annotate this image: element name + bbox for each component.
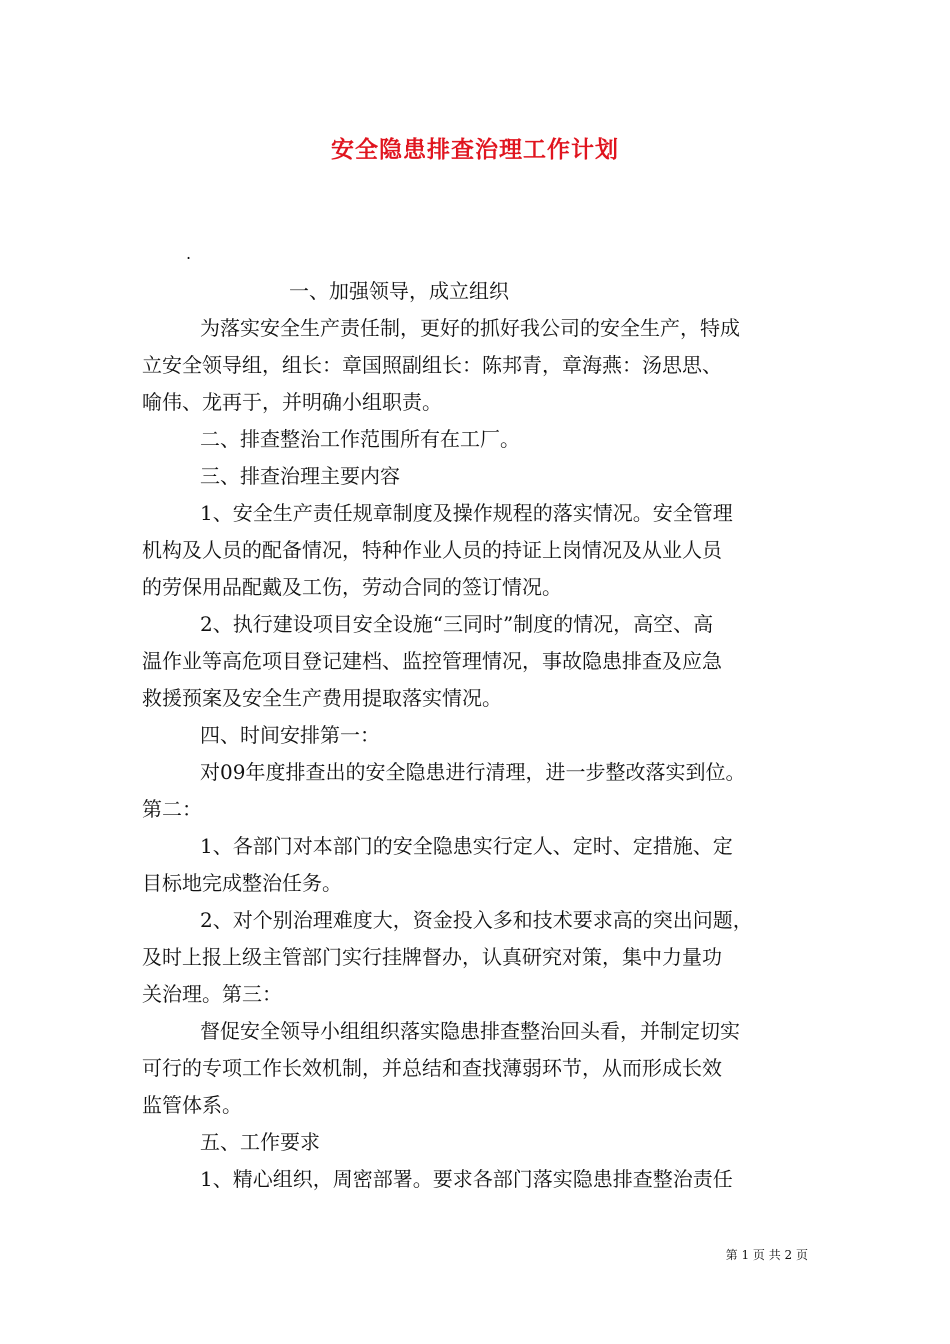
body-line: 1、安全生产责任规章制度及操作规程的落实情况。安全管理 — [200, 501, 733, 525]
body-line: 2、执行建设项目安全设施“三同时”制度的情况，高空、高 — [200, 612, 714, 636]
body-line: 温作业等高危项目登记建档、监控管理情况，事故隐患排查及应急 — [142, 649, 722, 673]
body-line: 的劳保用品配戴及工伤，劳动合同的签订情况。 — [142, 575, 562, 599]
body-line: 2、对个别治理难度大，资金投入多和技术要求高的突出问题， — [200, 908, 753, 932]
body-line: 一、加强领导，成立组织 — [289, 279, 509, 303]
body-line: 立安全领导组，组长：章国照副组长：陈邦青，章海燕：汤思思、 — [142, 353, 722, 377]
body-line: 可行的专项工作长效机制，并总结和查找薄弱环节，从而形成长效 — [142, 1056, 722, 1080]
body-line: 1、精心组织，周密部署。要求各部门落实隐患排查整治责任 — [200, 1167, 733, 1191]
body-line: 四、时间安排第一： — [200, 723, 380, 747]
body-line: 喻伟、龙再于，并明确小组职责。 — [142, 390, 442, 414]
body-line: 第二： — [142, 797, 202, 821]
body-line: 救援预案及安全生产费用提取落实情况。 — [142, 686, 502, 710]
page-number: 第 1 页 共 2 页 — [725, 1248, 808, 1262]
body-line: 监管体系。 — [142, 1093, 242, 1117]
body-line: 目标地完成整治任务。 — [142, 871, 342, 895]
body-line: 五、工作要求 — [200, 1130, 320, 1154]
body-line: 及时上报上级主管部门实行挂牌督办，认真研究对策，集中力量功 — [142, 945, 722, 969]
document-body — [142, 273, 810, 1198]
document-title: 安全隐患排查治理工作计划 — [331, 136, 619, 163]
body-line: 三、排查治理主要内容 — [200, 464, 400, 488]
body-line: 1、各部门对本部门的安全隐患实行定人、定时、定措施、定 — [200, 834, 733, 858]
body-line: 督促安全领导小组组织落实隐患排查整治回头看，并制定切实 — [200, 1019, 740, 1043]
body-line: 为落实安全生产责任制，更好的抓好我公司的安全生产，特成 — [200, 316, 740, 340]
body-line: 关治理。第三： — [142, 982, 282, 1006]
body-line: 机构及人员的配备情况，特种作业人员的持证上岗情况及从业人员 — [142, 538, 722, 562]
body-line: 对09年度排查出的安全隐患进行清理，进一步整改落实到位。 — [200, 760, 746, 784]
stray-dot: . — [186, 244, 192, 263]
body-line: 二、排查整治工作范围所有在工厂。 — [200, 427, 520, 451]
